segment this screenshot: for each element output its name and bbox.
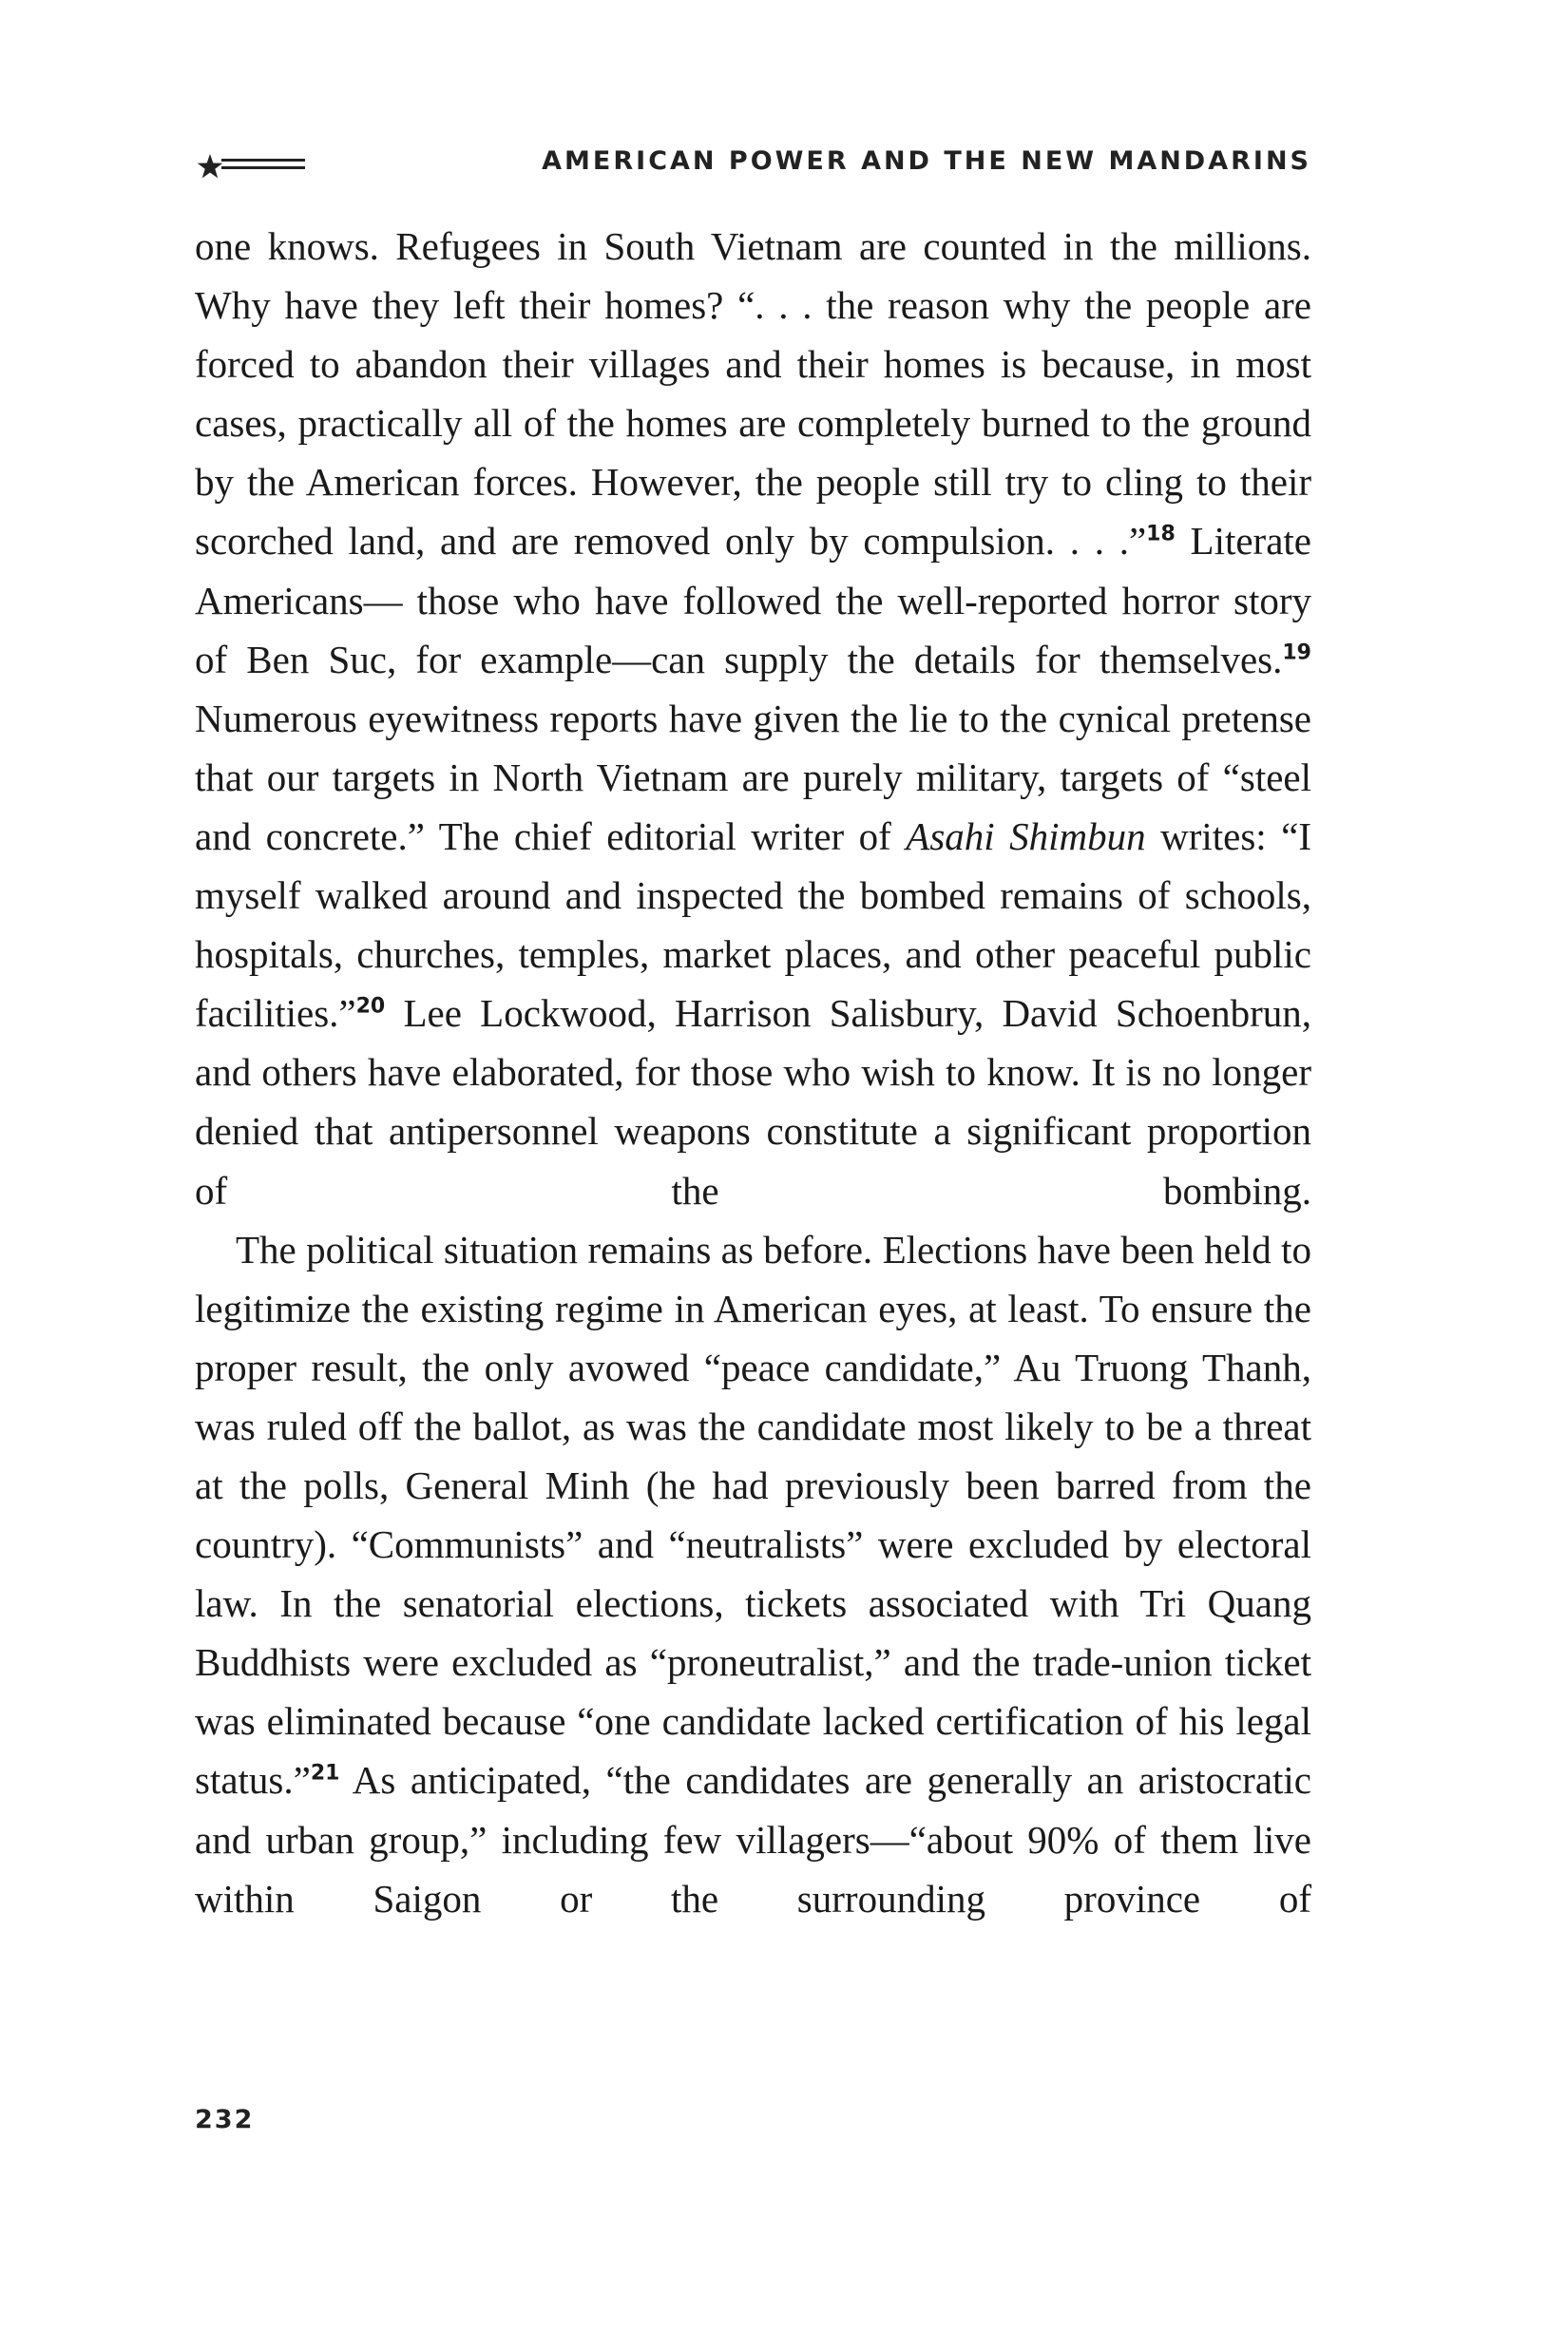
star-rule-icon [195,143,309,188]
running-head [195,143,1311,188]
body-text [195,217,1311,1928]
text-run: Numerous eyewitness reports have given the lie to the cynical pretense that our targets in North Vietnam are purely military, targets of “steel and concrete.” The chief editorial writer of [195,696,1311,858]
text-run: one knows. Refugees in South Vietnam are counted in the millions. Why have they left their homes? “. . . the reason why the people are forced to abandon their villages and their homes is because, in most cases, practically all of the homes are completely burned to the ground by the American forces. However, the people still try to cling to their scorched land, and are removed only by compulsion. . . .” [195,224,1311,564]
text-run: Lee Lockwood, Harrison Salisbury, David Schoenbrun, and others have elaborated, for those who wish to know. It is no longer denied that antipersonnel weapons constitute a significant proportion of the bombing. [195,991,1311,1213]
text-run: As anticipated, “the candidates are generally an aristocratic and urban group,” including few villagers—“about 90% of them live within Saigon or the surrounding province of [195,1758,1311,1921]
page-number: 232 [195,2105,255,2134]
newspaper-title: Asahi Shimbun [906,813,1146,858]
footnote-ref-20: 20 [355,994,386,1019]
text-run: Literate Americans— those who have followed the well-reported horror story of Ben Suc, for example—can supply the details for themselves. [195,519,1311,681]
footnote-ref-18: 18 [1146,522,1176,546]
footnote-ref-19: 19 [1282,641,1311,664]
paragraph-1 [195,217,1311,1220]
footnote-ref-21: 21 [310,1761,340,1786]
text-run: writes: “I myself walked around and inspected the bombed remains of schools, hospitals, churches, temples, market places, and other peaceful public facilities.” [195,813,1311,1036]
running-head-title: AMERICAN POWER AND THE NEW MANDARINS [542,146,1311,176]
text-run: The political situation remains as before. Elections have been held to legitimize the existing regime in American eyes, at least. To ensure the proper result, the only avowed “peace candidate,” Au Truong Thanh, was ruled off the ballot, as was the candidate most likely to be a threat at the polls, General Minh (he had previously been barred from the country). “Communists” and “neutralists” were excluded by electoral law. In the senatorial elections, tickets associated with Tri Quang Buddhists were excluded as “proneutralist,” and the trade-union ticket was eliminated because “one candidate lacked certification of his legal status.” [195,1227,1311,1803]
paragraph-2 [195,1220,1311,1928]
